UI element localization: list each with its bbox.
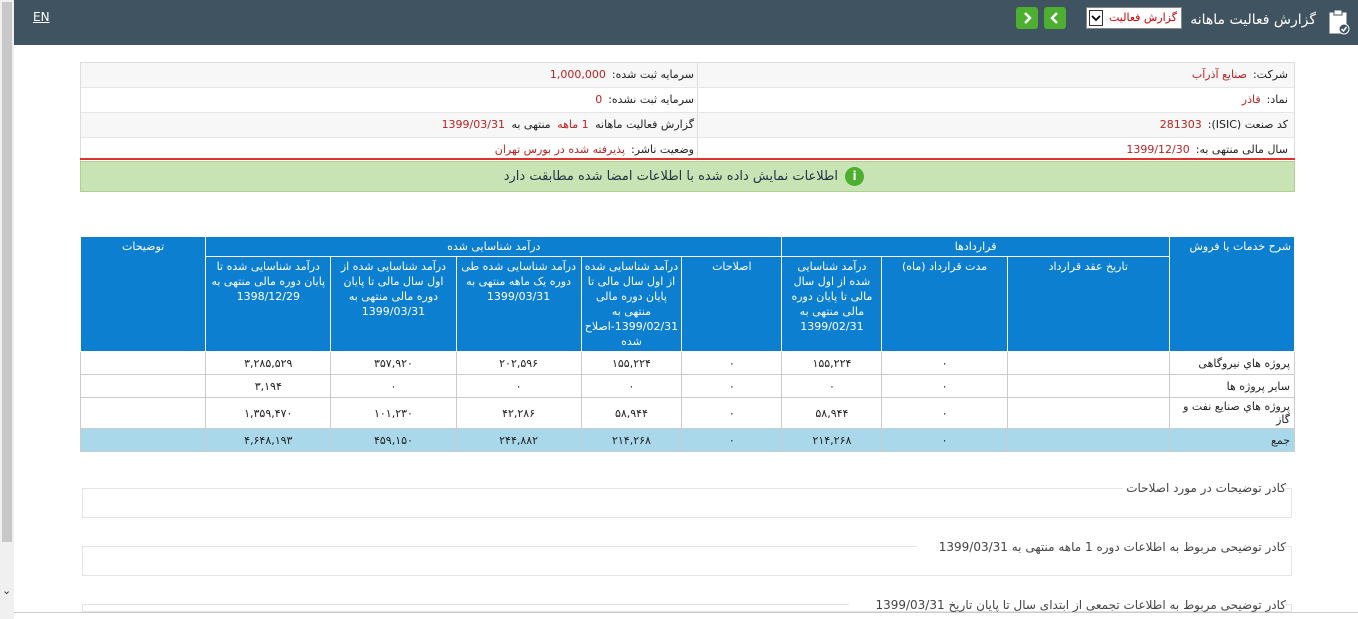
verification-alert: [80, 161, 1295, 192]
row-notes: [81, 398, 206, 429]
sum-duration: ۰: [882, 429, 1007, 452]
sum-income-month: ۲۴۴,۸۸۲: [456, 429, 581, 452]
row-contract-date: [1007, 398, 1169, 429]
info-row: [81, 63, 1294, 88]
row-name: سایر پروژه ها: [1169, 375, 1294, 398]
info-icon: i: [845, 167, 864, 186]
row-duration: ۰: [882, 398, 1007, 429]
header-income-ytd: درآمد شناسایی شده از اول سال مالی تا پایان دوره مالی منتهی به 1399/03/31: [331, 257, 456, 352]
previous-button[interactable]: [1016, 7, 1038, 29]
row-income-lastyear: ۳,۱۹۴: [206, 375, 331, 398]
fiscal-year-value: 1399/12/30: [1126, 143, 1190, 156]
sum-income-prev: ۲۱۴,۲۶۸: [782, 429, 882, 452]
header-notes: توضیحات: [81, 237, 206, 352]
row-income-lastyear: ۱,۳۵۹,۴۷۰: [206, 398, 331, 429]
row-income-month: ۰: [456, 375, 581, 398]
sum-row: [81, 429, 1295, 452]
unregistered-capital-label: سرمایه ثبت نشده:: [608, 93, 694, 106]
divider: [80, 158, 1295, 160]
row-notes: [81, 375, 206, 398]
chevron-left-icon: [1048, 11, 1062, 25]
row-income-month: ۲۰۲,۵۹۶: [456, 352, 581, 375]
publisher-status-label: وضعیت ناشر:: [631, 143, 694, 156]
company-info-panel: [80, 62, 1295, 164]
row-contract-date: [1007, 352, 1169, 375]
scrollbar-thumb[interactable]: [2, 2, 12, 542]
row-income-ytd: ۰: [331, 375, 456, 398]
company-label: شرکت:: [1252, 68, 1288, 81]
header-income-prev: درآمد شناسایی شده از اول سال مالی تا پایان دوره مالی منتهی به 1399/02/31: [782, 257, 882, 352]
header-income-month: درآمد شناسایی شده طی دوره یک ماهه منتهی به 1399/03/31: [456, 257, 581, 352]
symbol-label: نماد:: [1266, 93, 1288, 106]
sum-income-corrected: ۲۱۴,۲۶۸: [581, 429, 682, 452]
isic-value: 281303: [1159, 118, 1202, 131]
cumulative-notes-label: کادر توضیحی مربوط به اطلاعات تجمعی از ابتدای سال تا پایان تاریخ 1399/03/31: [875, 598, 1286, 612]
row-income-prev: ۱۵۵,۲۲۴: [782, 352, 882, 375]
company-value: صنایع آذرآب: [1191, 68, 1247, 81]
header-recognized-income: درآمد شناسایی شده: [206, 237, 782, 257]
info-row: [81, 88, 1294, 113]
row-income-ytd: ۱۰۱,۲۳۰: [331, 398, 456, 429]
fiscal-year-label: سال مالی منتهی به:: [1195, 143, 1288, 156]
next-button[interactable]: [1044, 7, 1066, 29]
period-notes-label: کادر توضیحی مربوط به اطلاعات دوره 1 ماهه منتهی به 1399/03/31: [938, 540, 1286, 554]
chevron-down-icon[interactable]: ⌄: [2, 584, 12, 597]
sum-corrections: ۰: [682, 429, 782, 452]
sum-income-ytd: ۴۵۹,۱۵۰: [331, 429, 456, 452]
row-contract-date: [1007, 375, 1169, 398]
header-contract-duration: مدت قرارداد (ماه): [882, 257, 1007, 352]
header-income-lastyear: درآمد شناسایی شده تا پایان دوره مالی منتهی به 1398/12/29: [206, 257, 331, 352]
corrections-notes-label: کادر توضیحات در مورد اصلاحات: [1126, 481, 1286, 495]
row-income-corrected: ۵۸,۹۴۴: [581, 398, 682, 429]
row-income-corrected: ۱۵۵,۲۲۴: [581, 352, 682, 375]
header-contracts: قراردادها: [782, 237, 1169, 257]
report-label-mid: منتهی به: [511, 118, 551, 131]
unregistered-capital-value: 0: [595, 93, 603, 106]
table-row: [81, 398, 1295, 429]
chevron-right-icon: [1020, 11, 1034, 25]
info-row: [81, 113, 1294, 138]
language-link[interactable]: EN: [33, 10, 50, 24]
report-type-value: گزارش فعالیت: [1109, 11, 1177, 24]
clipboard-icon: [1328, 9, 1350, 35]
row-income-prev: ۰: [782, 375, 882, 398]
row-corrections: ۰: [682, 398, 782, 429]
sum-notes: [81, 429, 206, 452]
alert-text: اطلاعات نمایش داده شده با اطلاعات امضا شده مطابقت دارد: [503, 169, 838, 184]
table-row: [81, 375, 1295, 398]
divider: [14, 612, 1358, 613]
row-income-prev: ۵۸,۹۴۴: [782, 398, 882, 429]
corrections-notes-box[interactable]: [82, 488, 1292, 518]
row-income-ytd: ۳۵۷,۹۲۰: [331, 352, 456, 375]
sum-name: جمع: [1169, 429, 1294, 452]
chevron-down-icon[interactable]: [1089, 10, 1103, 26]
row-name: پروژه هاي صنایع نفت و گاز: [1169, 398, 1294, 429]
row-duration: ۰: [882, 375, 1007, 398]
row-income-lastyear: ۳,۲۸۵,۵۲۹: [206, 352, 331, 375]
revenue-table: [80, 236, 1295, 452]
report-type-select[interactable]: [1086, 7, 1182, 29]
page-title: گزارش فعالیت ماهانه: [1190, 12, 1316, 28]
row-corrections: ۰: [682, 375, 782, 398]
publisher-status-value: پذیرفته شده در بورس تهران: [494, 143, 626, 156]
report-period: 1 ماهه: [557, 118, 589, 131]
capital-value: 1,000,000: [549, 68, 606, 81]
report-label: گزارش فعالیت ماهانه: [595, 118, 694, 131]
header-income-corrected: درآمد شناسایی شده از اول سال مالی تا پایان دوره مالی منتهی به 1399/02/31-اصلاح شده: [581, 257, 682, 352]
isic-label: کد صنعت (ISIC):: [1207, 118, 1288, 131]
row-name: پروژه هاي نیروگاهی: [1169, 352, 1294, 375]
top-header: [14, 0, 1358, 45]
header-contract-date: تاریخ عقد قرارداد: [1007, 257, 1169, 352]
sum-income-lastyear: ۴,۶۴۸,۱۹۳: [206, 429, 331, 452]
report-date: 1399/03/31: [441, 118, 505, 131]
row-income-month: ۴۲,۲۸۶: [456, 398, 581, 429]
vertical-scrollbar[interactable]: [0, 0, 14, 619]
capital-label: سرمایه ثبت شده:: [611, 68, 694, 81]
header-corrections: اصلاحات: [682, 257, 782, 352]
row-income-corrected: ۰: [581, 375, 682, 398]
row-duration: ۰: [882, 352, 1007, 375]
row-notes: [81, 352, 206, 375]
sum-contract-date: [1007, 429, 1169, 452]
table-row: [81, 352, 1295, 375]
symbol-value: فاذر: [1241, 93, 1261, 106]
header-service: شرح خدمات یا فروش: [1169, 237, 1294, 352]
row-corrections: ۰: [682, 352, 782, 375]
